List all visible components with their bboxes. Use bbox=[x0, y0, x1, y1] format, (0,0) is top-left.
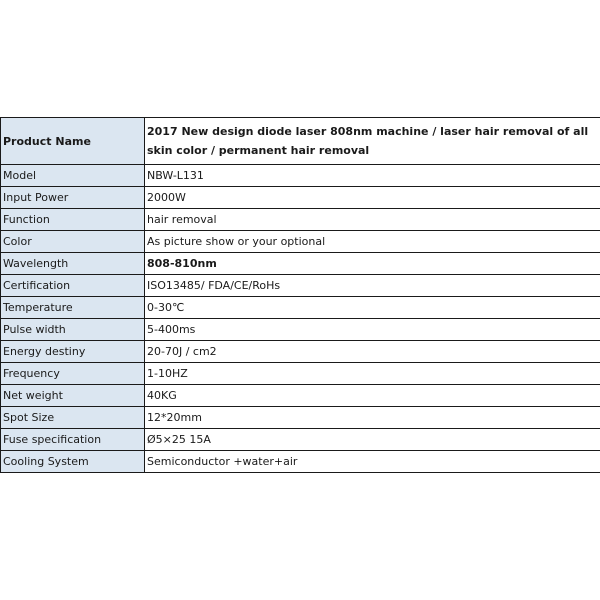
spec-value: 0-30℃ bbox=[145, 297, 600, 319]
table-row bbox=[1, 253, 600, 275]
spec-value: 40KG bbox=[145, 385, 600, 407]
spec-value: 2000W bbox=[145, 187, 600, 209]
table-row bbox=[1, 429, 600, 451]
spec-value: Semiconductor +water+air bbox=[145, 451, 600, 473]
table-row bbox=[1, 231, 600, 253]
table-row bbox=[1, 187, 600, 209]
spec-value: 808-810nm bbox=[145, 253, 600, 275]
table-header-row bbox=[1, 118, 600, 165]
spec-label: Net weight bbox=[1, 385, 145, 407]
spec-label: Color bbox=[1, 231, 145, 253]
table-row bbox=[1, 407, 600, 429]
spec-value: 20-70J / cm2 bbox=[145, 341, 600, 363]
spec-table bbox=[0, 117, 600, 473]
table-row bbox=[1, 297, 600, 319]
spec-label: Energy destiny bbox=[1, 341, 145, 363]
spec-label: Function bbox=[1, 209, 145, 231]
table-row bbox=[1, 363, 600, 385]
spec-value: 1-10HZ bbox=[145, 363, 600, 385]
table-row bbox=[1, 451, 600, 473]
table-row bbox=[1, 165, 600, 187]
spec-label: Fuse specification bbox=[1, 429, 145, 451]
spec-label: Pulse width bbox=[1, 319, 145, 341]
spec-label: Frequency bbox=[1, 363, 145, 385]
product-name-label: Product Name bbox=[1, 118, 145, 165]
spec-value: As picture show or your optional bbox=[145, 231, 600, 253]
table-row bbox=[1, 209, 600, 231]
spec-value: hair removal bbox=[145, 209, 600, 231]
spec-label: Input Power bbox=[1, 187, 145, 209]
table-row bbox=[1, 341, 600, 363]
table-row bbox=[1, 275, 600, 297]
spec-value: Ø5×25 15A bbox=[145, 429, 600, 451]
table-row bbox=[1, 385, 600, 407]
spec-value: ISO13485/ FDA/CE/RoHs bbox=[145, 275, 600, 297]
spec-label: Cooling System bbox=[1, 451, 145, 473]
spec-value: 5-400ms bbox=[145, 319, 600, 341]
table-row bbox=[1, 319, 600, 341]
spec-label: Certification bbox=[1, 275, 145, 297]
spec-label: Spot Size bbox=[1, 407, 145, 429]
spec-label: Wavelength bbox=[1, 253, 145, 275]
spec-value: 12*20mm bbox=[145, 407, 600, 429]
product-name-value: 2017 New design diode laser 808nm machine / laser hair removal of all skin color / permanent hair removal bbox=[145, 118, 600, 165]
spec-label: Temperature bbox=[1, 297, 145, 319]
spec-table-body bbox=[1, 118, 600, 473]
spec-value: NBW-L131 bbox=[145, 165, 600, 187]
spec-label: Model bbox=[1, 165, 145, 187]
